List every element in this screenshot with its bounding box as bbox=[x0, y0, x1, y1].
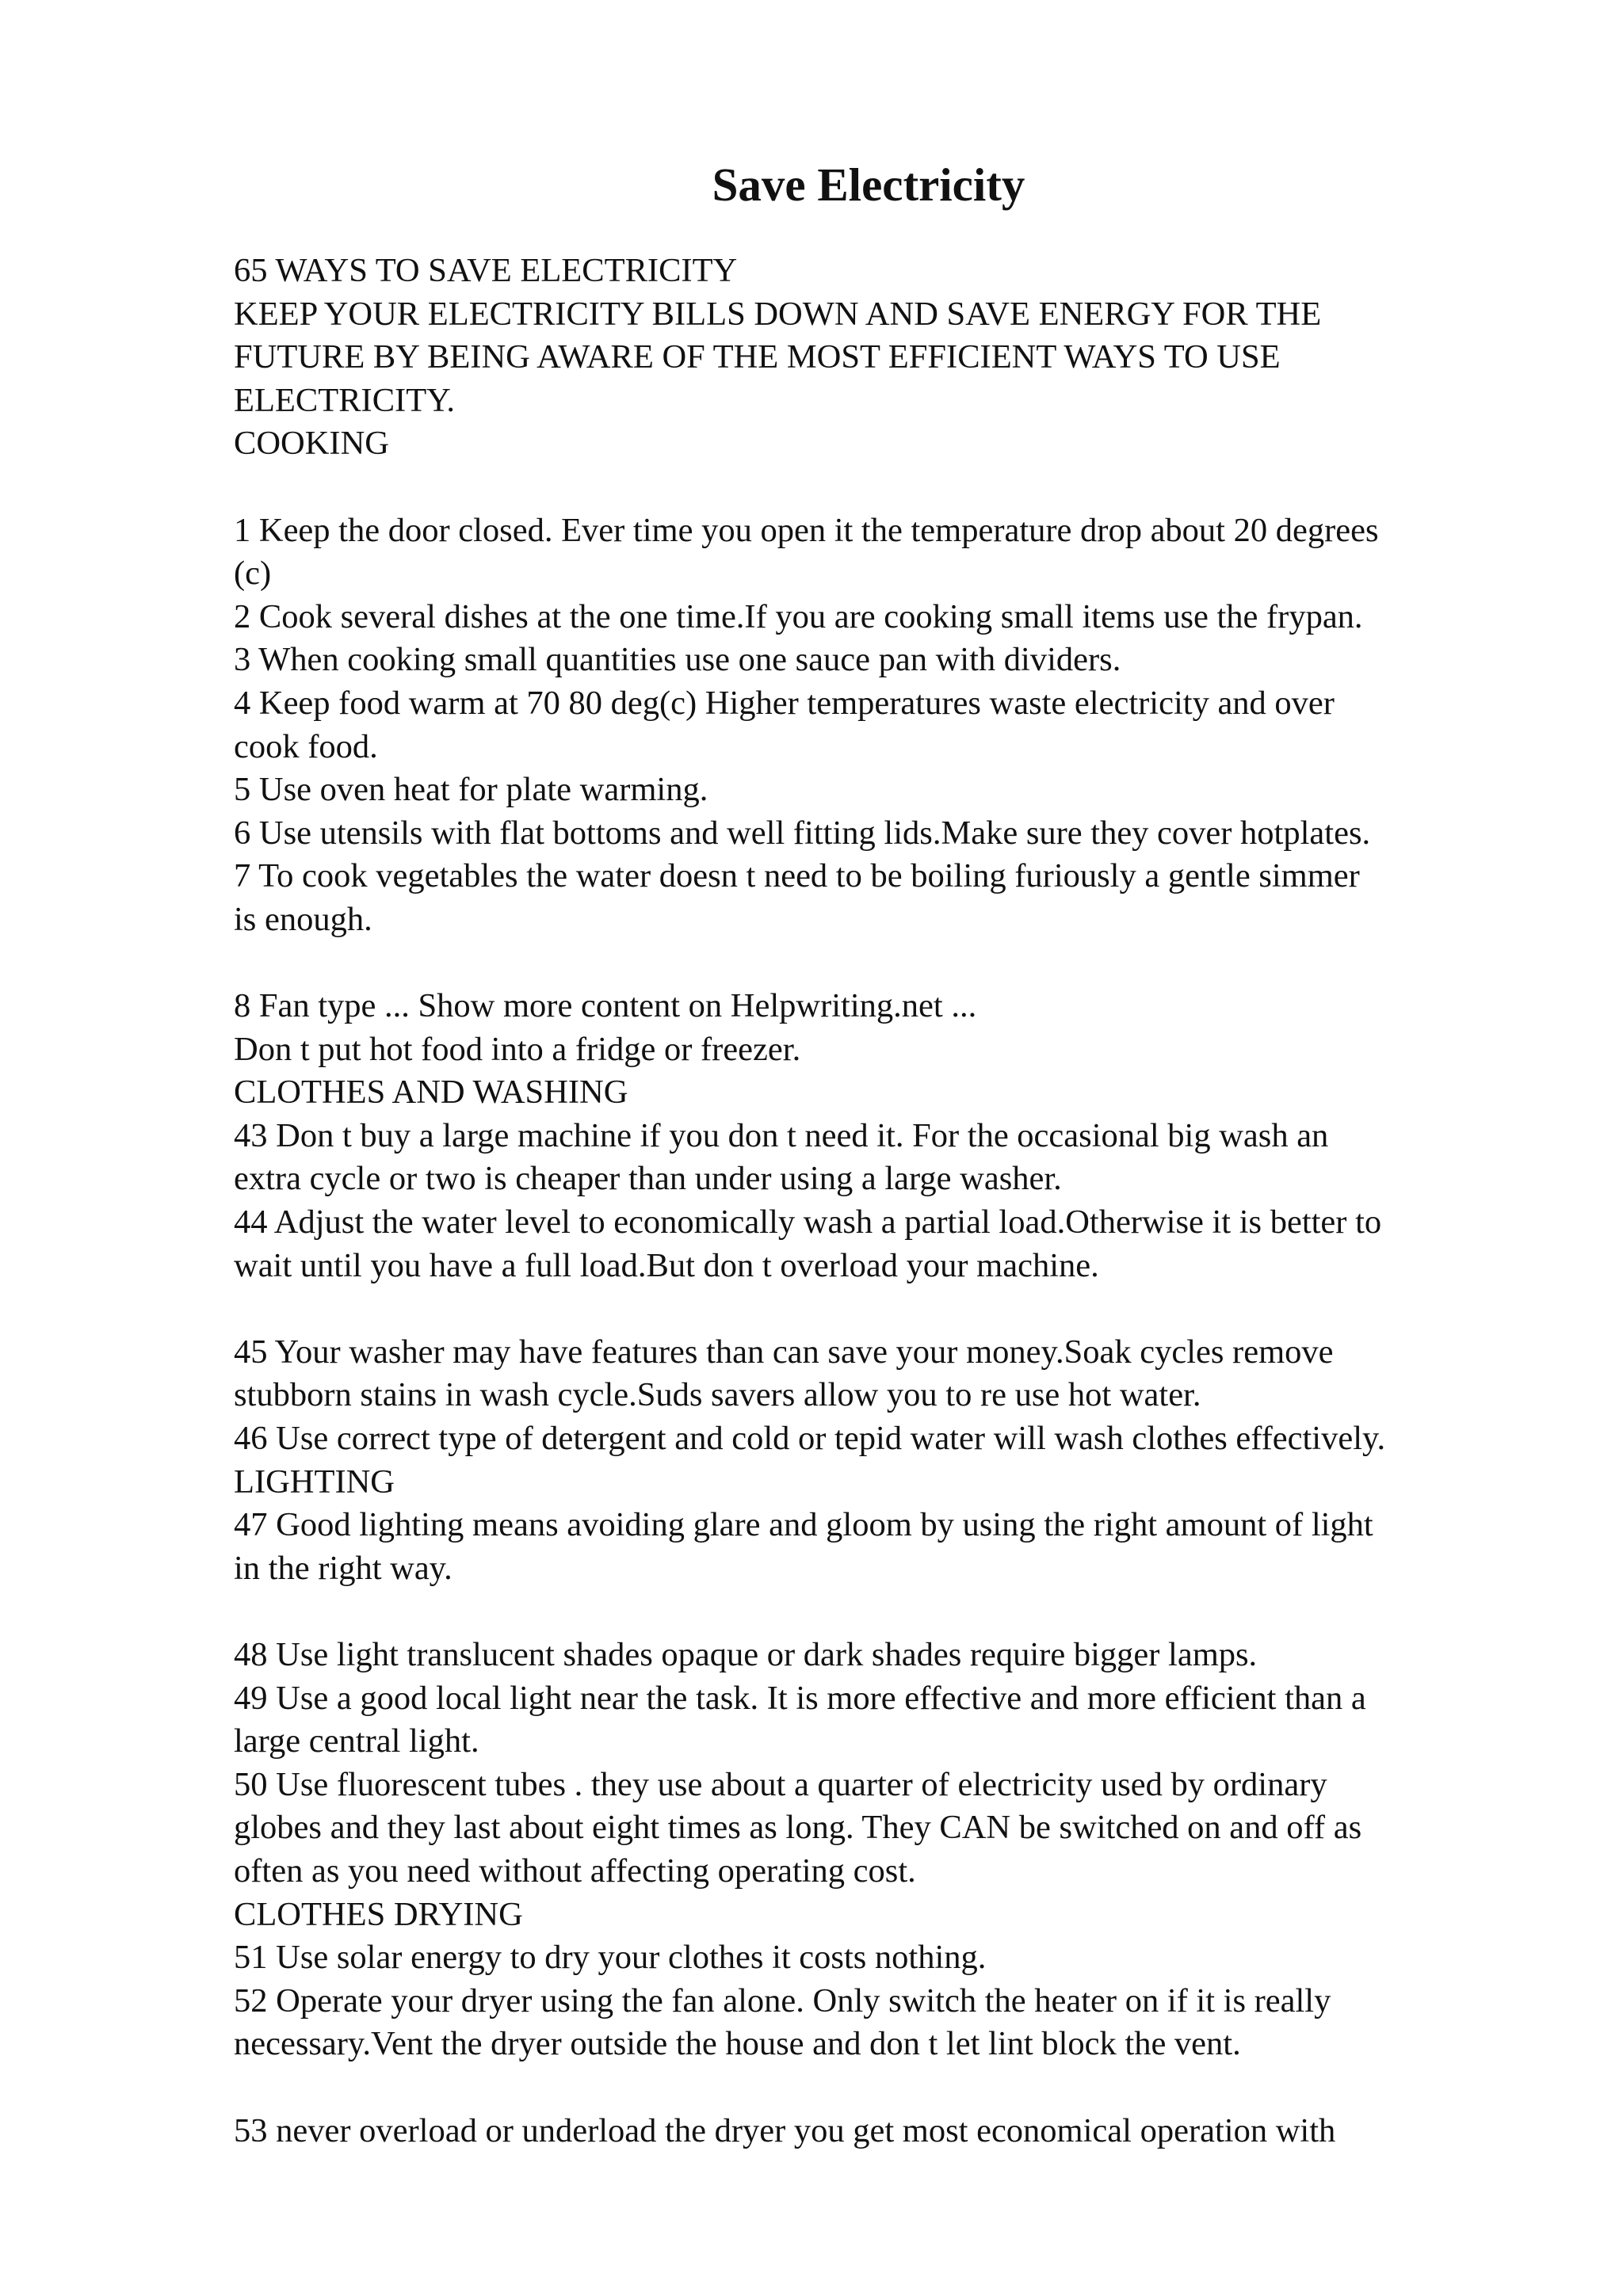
text-block bbox=[234, 985, 1518, 1287]
text-line: KEEP YOUR ELECTRICITY BILLS DOWN AND SAVE ENERGY FOR THE bbox=[234, 295, 1322, 333]
text-line: FUTURE BY BEING AWARE OF THE MOST EFFICIENT WAYS TO USE bbox=[234, 338, 1281, 376]
text-line: 65 WAYS TO SAVE ELECTRICITY bbox=[234, 252, 738, 289]
text-line: 47 Good lighting means avoiding glare and gloom by using the right amount of light bbox=[234, 1506, 1373, 1544]
paragraph-spacer bbox=[234, 466, 1518, 509]
paragraph-spacer bbox=[234, 1590, 1518, 1634]
text-line: is enough. bbox=[234, 900, 372, 938]
text-block bbox=[234, 1331, 1518, 1591]
text-line: cook food. bbox=[234, 727, 378, 765]
text-line: 49 Use a good local light near the task. It is more effective and more efficient than a bbox=[234, 1679, 1366, 1717]
document-body bbox=[234, 250, 1518, 2153]
text-line: often as you need without affecting operating cost. bbox=[234, 1852, 916, 1890]
text-line: wait until you have a full load.But don t overload your machine. bbox=[234, 1246, 1099, 1284]
text-line: 1 Keep the door closed. Ever time you open it the temperature drop about 20 degrees bbox=[234, 511, 1379, 549]
text-line: 52 Operate your dryer using the fan alone. Only switch the heater on if it is really bbox=[234, 1981, 1331, 2019]
text-block bbox=[234, 250, 1518, 466]
text-line: 53 never overload or underload the dryer you get most economical operation with bbox=[234, 2111, 1336, 2149]
text-line: CLOTHES DRYING bbox=[234, 1895, 523, 1933]
text-line: 48 Use light translucent shades opaque or dark shades require bigger lamps. bbox=[234, 1636, 1258, 1673]
paragraph-spacer bbox=[234, 942, 1518, 986]
text-line: ELECTRICITY. bbox=[234, 381, 455, 419]
text-block bbox=[234, 509, 1518, 942]
text-line: 46 Use correct type of detergent and cold or tepid water will wash clothes effectively. bbox=[234, 1420, 1386, 1458]
text-line: 43 Don t buy a large machine if you don t need it. For the occasional big wash an bbox=[234, 1116, 1329, 1154]
text-line: (c) bbox=[234, 555, 272, 593]
text-line: LIGHTING bbox=[234, 1463, 395, 1501]
text-line: 7 To cook vegetables the water doesn t need to be boiling furiously a gentle simmer bbox=[234, 857, 1360, 895]
text-line: Don t put hot food into a fridge or freezer. bbox=[234, 1030, 801, 1068]
text-line: COOKING bbox=[234, 425, 389, 463]
text-line: 44 Adjust the water level to economically wash a partial load.Otherwise it is better to bbox=[234, 1203, 1382, 1241]
text-line: necessary.Vent the dryer outside the house and don t let lint block the vent. bbox=[234, 2025, 1241, 2063]
text-line: 51 Use solar energy to dry your clothes it costs nothing. bbox=[234, 1939, 987, 1977]
text-line: 3 When cooking small quantities use one sauce pan with dividers. bbox=[234, 641, 1121, 679]
paragraph-spacer bbox=[234, 1287, 1518, 1331]
text-line: 4 Keep food warm at 70 80 deg(c) Higher temperatures waste electricity and over bbox=[234, 684, 1335, 722]
text-block bbox=[234, 2110, 1518, 2153]
text-line: 6 Use utensils with flat bottoms and well fitting lids.Make sure they cover hotplates. bbox=[234, 814, 1371, 852]
text-line: large central light. bbox=[234, 1722, 479, 1760]
page-title: Save Electricity bbox=[712, 158, 1025, 211]
text-line: 50 Use fluorescent tubes . they use about a quarter of electricity used by ordinary bbox=[234, 1765, 1327, 1803]
text-line: extra cycle or two is cheaper than under using a large washer. bbox=[234, 1160, 1062, 1198]
paragraph-spacer bbox=[234, 2066, 1518, 2110]
text-line: globes and they last about eight times as long. They CAN be switched on and off as bbox=[234, 1809, 1362, 1847]
text-line: stubborn stains in wash cycle.Suds savers allow you to re use hot water. bbox=[234, 1376, 1201, 1414]
text-line: in the right way. bbox=[234, 1549, 453, 1587]
text-line: 5 Use oven heat for plate warming. bbox=[234, 771, 708, 809]
text-line: CLOTHES AND WASHING bbox=[234, 1074, 628, 1112]
text-block bbox=[234, 1634, 1518, 2066]
text-line: 2 Cook several dishes at the one time.If you are cooking small items use the frypan. bbox=[234, 597, 1363, 635]
text-line: 8 Fan type ... Show more content on Helpwriting.net ... bbox=[234, 987, 977, 1025]
text-line: 45 Your washer may have features than can save your money.Soak cycles remove bbox=[234, 1333, 1334, 1371]
